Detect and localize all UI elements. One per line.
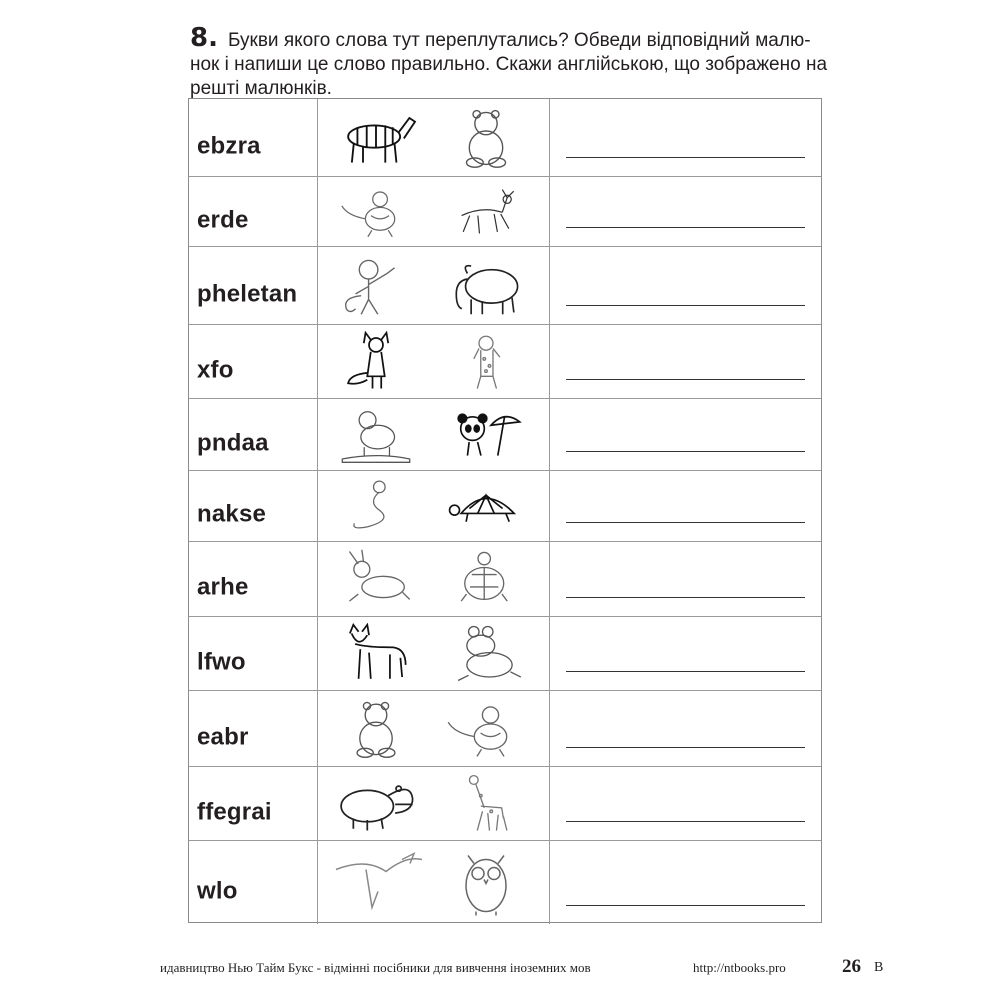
answer-line[interactable] — [566, 379, 805, 380]
scrambled-word-cell — [189, 841, 318, 924]
frog-picture[interactable] — [436, 623, 536, 684]
exercise-table — [188, 98, 822, 923]
scrambled-word-cell — [189, 617, 318, 690]
deer-picture[interactable] — [436, 183, 536, 240]
exercise-row — [189, 99, 821, 177]
owl-picture[interactable] — [436, 847, 536, 918]
scrambled-word-cell — [189, 247, 318, 324]
scrambled-word: lfwo — [197, 647, 246, 675]
task-instruction — [190, 23, 840, 101]
answer-cell — [550, 99, 821, 176]
exercise-row — [189, 767, 821, 841]
pictures-cell — [318, 471, 550, 541]
giraffe-picture[interactable] — [436, 773, 536, 834]
elephant-picture[interactable] — [436, 253, 536, 318]
page-number: 26 — [842, 956, 861, 977]
answer-line[interactable] — [566, 747, 805, 748]
exercise-row — [189, 542, 821, 617]
exercise-row — [189, 399, 821, 471]
hare-picture[interactable] — [326, 548, 426, 610]
pictures-cell — [318, 542, 550, 616]
scrambled-word-cell — [189, 99, 318, 176]
monkey-picture[interactable] — [326, 253, 426, 318]
answer-line[interactable] — [566, 227, 805, 228]
scrambled-word: xfo — [197, 355, 234, 383]
scrambled-word-cell — [189, 325, 318, 398]
answer-line[interactable] — [566, 905, 805, 906]
scrambled-word-cell — [189, 177, 318, 246]
bear-picture[interactable] — [436, 105, 536, 170]
zebra-picture[interactable] — [326, 105, 426, 170]
answer-line[interactable] — [566, 157, 805, 158]
answer-cell — [550, 399, 821, 470]
exercise-row — [189, 691, 821, 767]
pictures-cell — [318, 767, 550, 840]
scrambled-word: nakse — [197, 500, 267, 528]
pictures-cell — [318, 325, 550, 398]
answer-cell — [550, 325, 821, 398]
task-number: 8. — [190, 23, 218, 53]
answer-line[interactable] — [566, 305, 805, 306]
scrambled-word-cell — [189, 471, 318, 541]
scrambled-word: pheletan — [197, 279, 298, 307]
scrambled-word: ebzra — [197, 131, 261, 159]
scrambled-word: erde — [197, 205, 249, 233]
pictures-cell — [318, 617, 550, 690]
answer-line[interactable] — [566, 821, 805, 822]
scrambled-word-cell — [189, 767, 318, 840]
task-text: Букви якого слова тут переплутались? Обведи відповідний малю- нок і напиши це слово правильно. Скажи англійською, що зображено на решті малюнків. — [190, 30, 828, 99]
edge-mark: В — [874, 960, 884, 975]
scrambled-word-cell — [189, 691, 318, 766]
scrambled-word: pndaa — [197, 428, 269, 456]
exercise-row — [189, 247, 821, 325]
pictures-cell — [318, 99, 550, 176]
wolf-picture[interactable] — [326, 623, 426, 684]
answer-line[interactable] — [566, 451, 805, 452]
scrambled-word: wlo — [197, 876, 238, 904]
exercise-row — [189, 471, 821, 542]
scrambled-word-cell — [189, 399, 318, 470]
exercise-row — [189, 177, 821, 247]
exercise-row — [189, 617, 821, 691]
answer-cell — [550, 471, 821, 541]
answer-line[interactable] — [566, 671, 805, 672]
page-footer — [0, 958, 1000, 980]
polar-bear-picture[interactable] — [326, 405, 426, 464]
answer-cell — [550, 691, 821, 766]
publisher-line: идавництво Нью Тайм Букс - відмінні посібники для вивчення іноземних мов — [160, 960, 591, 975]
turtle-picture[interactable] — [436, 548, 536, 610]
answer-cell — [550, 767, 821, 840]
scrambled-word: ffegrai — [197, 797, 272, 825]
exercise-row — [189, 841, 821, 924]
scrambled-word: eabr — [197, 722, 249, 750]
answer-cell — [550, 542, 821, 616]
scrambled-word: arhe — [197, 573, 249, 601]
answer-line[interactable] — [566, 522, 805, 523]
answer-cell — [550, 841, 821, 924]
pictures-cell — [318, 691, 550, 766]
pictures-cell — [318, 247, 550, 324]
answer-cell — [550, 177, 821, 246]
pictures-cell — [318, 177, 550, 246]
snake-picture[interactable] — [326, 477, 426, 535]
bear-picture[interactable] — [326, 697, 426, 760]
tortoise-picture[interactable] — [436, 477, 536, 535]
fox-picture[interactable] — [326, 331, 426, 392]
panda-picture[interactable] — [436, 405, 536, 464]
pictures-cell — [318, 841, 550, 924]
exercise-row — [189, 325, 821, 399]
eagle-picture[interactable] — [326, 847, 426, 918]
crocodile-picture[interactable] — [436, 697, 536, 760]
hippo-picture[interactable] — [326, 773, 426, 834]
answer-line[interactable] — [566, 597, 805, 598]
website-url: http://ntbooks.pro — [693, 960, 786, 975]
crocodile-picture[interactable] — [326, 183, 426, 240]
scrambled-word-cell — [189, 542, 318, 616]
answer-cell — [550, 617, 821, 690]
leopard-picture[interactable] — [436, 331, 536, 392]
answer-cell — [550, 247, 821, 324]
pictures-cell — [318, 399, 550, 470]
